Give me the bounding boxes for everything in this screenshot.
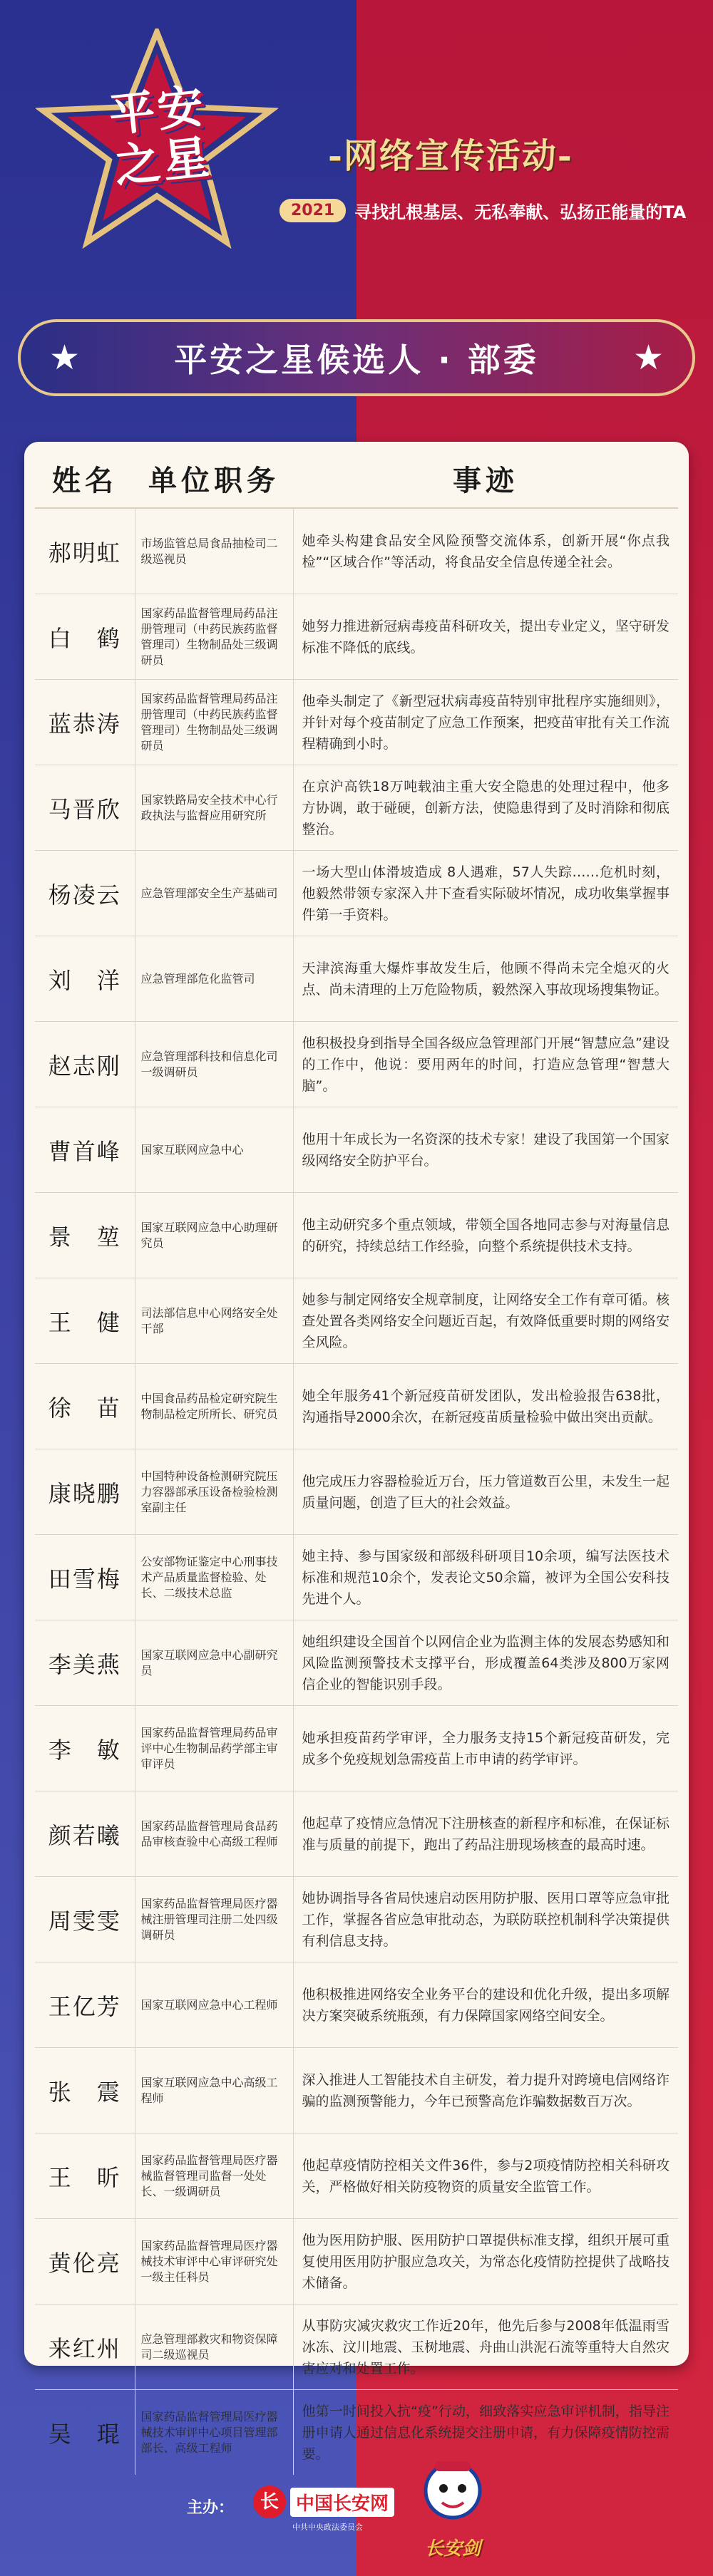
table-row xyxy=(35,2305,678,2390)
candidate-deed: 从事防灾减灾救灾工作近20年，他先后参与2008年低温雨雪冰冻、汶川地震、玉树地震、舟曲山洪泥石流等重特大自然灾害应对和处置工作。 xyxy=(293,2305,678,2390)
slogan: 寻找扎根基层、无私奉献、弘扬正能量的TA xyxy=(354,202,687,222)
table-row xyxy=(35,1022,678,1107)
table-row xyxy=(35,508,678,594)
changanjian-logo-name: 长安剑 xyxy=(424,2538,481,2560)
candidate-unit: 国家药品监督管理局食品药品审核查验中心高级工程师 xyxy=(135,1791,293,1877)
candidate-name: 王 昕 xyxy=(35,2133,135,2219)
candidate-deed: 她参与制定网络安全规章制度，让网络安全工作有章可循。核查处置各类网络安全问题近百起，有效降低重要时期的网络安全风险。 xyxy=(293,1278,678,1364)
table-row xyxy=(35,1791,678,1877)
candidate-deed: 天津滨海重大爆炸事故发生后，他顾不得尚未完全熄灭的火点、尚未清理的上万危险物质，毅然深入事故现场搜集物证。 xyxy=(293,936,678,1022)
candidate-deed: 在京沪高铁18万吨载油主重大安全隐患的处理过程中，他多方协调，敢于碰硬，创新方法，使隐患得到了及时消除和彻底整治。 xyxy=(293,765,678,851)
candidate-unit: 应急管理部科技和信息化司一级调研员 xyxy=(135,1022,293,1107)
candidate-table-card xyxy=(24,442,689,2462)
table-row xyxy=(35,851,678,936)
candidate-deed: 他主动研究多个重点领域，带领全国各地同志参与对海量信息的研究，持续总结工作经验，向整个系统提供技术支持。 xyxy=(293,1193,678,1278)
candidate-unit: 中国食品药品检定研究院生物制品检定所所长、研究员 xyxy=(135,1364,293,1449)
table-row xyxy=(35,1193,678,1278)
candidate-deed: 她协调指导各省局快速启动医用防护服、医用口罩等应急审批工作，掌握各省应急审批动态，为联防联控机制科学决策提供有利信息支持。 xyxy=(293,1877,678,1962)
table-row xyxy=(35,594,678,680)
table-row xyxy=(35,2219,678,2305)
sponsor-label: 主办： xyxy=(187,2499,235,2517)
chinapeace-logo-name: 中国长安网 xyxy=(290,2488,394,2517)
candidate-unit: 国家铁路局安全技术中心行政执法与监督应用研究所 xyxy=(135,765,293,851)
table-row xyxy=(35,1706,678,1791)
candidate-name: 黄伦亮 xyxy=(35,2219,135,2305)
candidate-name: 白 鹤 xyxy=(35,594,135,680)
candidate-deed: 他积极推进网络安全业务平台的建设和优化升级，提出多项解决方案突破系统瓶颈，有力保障国家网络空间安全。 xyxy=(293,1962,678,2048)
campaign-subtitle: -网络宣传活动- xyxy=(328,136,573,176)
candidate-name: 杨凌云 xyxy=(35,851,135,936)
candidate-deed: 他为医用防护服、医用防护口罩提供标准支撑，组织开展可重复使用医用防护服应急攻关，为常态化疫情防控提供了战略技术储备。 xyxy=(293,2219,678,2305)
table-row xyxy=(35,1620,678,1706)
chinapeace-logo xyxy=(253,2486,394,2518)
candidate-deed: 一场大型山体滑坡造成 8人遇难，57人失踪……危机时刻，他毅然带领专家深入井下查看实际破坏情况，成功收集掌握事件第一手资料。 xyxy=(293,851,678,936)
candidate-deed: 深入推进人工智能技术自主研发，着力提升对跨境电信网络诈骗的监测预警能力，今年已预警高危诈骗数据数百万次。 xyxy=(293,2048,678,2133)
banner-title: 平安之星候选人 · 部委 xyxy=(174,341,539,379)
candidate-name: 来红州 xyxy=(35,2305,135,2390)
table-row xyxy=(35,2133,678,2219)
candidate-deed: 她努力推进新冠病毒疫苗科研攻关，提出专业定义，坚守研发标准不降低的底线。 xyxy=(293,594,678,680)
candidate-name: 颜若曦 xyxy=(35,1791,135,1877)
candidate-name: 蓝恭涛 xyxy=(35,680,135,765)
candidate-name: 曹首峰 xyxy=(35,1107,135,1193)
candidate-name: 田雪梅 xyxy=(35,1535,135,1620)
candidate-unit: 国家互联网应急中心 xyxy=(135,1107,293,1193)
logo-text xyxy=(63,76,258,197)
candidate-unit: 应急管理部安全生产基础司 xyxy=(135,851,293,936)
candidate-name: 王亿芳 xyxy=(35,1962,135,2048)
candidate-deed: 他用十年成长为一名资深的技术专家！建设了我国第一个国家级网络安全防护平台。 xyxy=(293,1107,678,1193)
candidate-deed: 他第一时间投入抗“疫”行动，细致落实应急审评机制，指导注册申请人通过信息化系统提交注册申请，有力保障疫情防控需要。 xyxy=(293,2390,678,2476)
table-row xyxy=(35,1364,678,1449)
chinapeace-logo-subtitle: 中共中央政法委员会 xyxy=(292,2523,363,2532)
year-slogan-line xyxy=(279,198,686,223)
candidate-unit: 国家药品监督管理局医疗器械技术审评中心审评研究处一级主任科员 xyxy=(135,2219,293,2305)
table-row xyxy=(35,1962,678,2048)
section-banner xyxy=(18,319,695,396)
column-header-name: 姓名 xyxy=(35,449,135,508)
candidate-name: 周雯雯 xyxy=(35,1877,135,1962)
logo-line-2: 之星 xyxy=(112,130,215,194)
candidate-deed: 他起草了疫情应急情况下注册核查的新程序和标准，在保证标准与质量的前提下，跑出了药品注册现场核查的最高时速。 xyxy=(293,1791,678,1877)
table-row xyxy=(35,765,678,851)
candidate-unit: 应急管理部救灾和物资保障司二级巡视员 xyxy=(135,2305,293,2390)
candidate-unit: 国家药品监督管理局医疗器械监督管理司监督一处处长、一级调研员 xyxy=(135,2133,293,2219)
candidate-name: 赵志刚 xyxy=(35,1022,135,1107)
candidate-name: 李 敏 xyxy=(35,1706,135,1791)
candidate-unit: 国家药品监督管理局药品注册管理司（中药民族药监督管理司）生物制品处三级调研员 xyxy=(135,594,293,680)
star-icon: ★ xyxy=(49,338,81,378)
candidate-name: 李美燕 xyxy=(35,1620,135,1706)
chinapeace-logo-icon: 长 xyxy=(253,2486,286,2518)
candidate-unit: 市场监管总局食品抽检司二级巡视员 xyxy=(135,508,293,594)
year-badge: 2021 xyxy=(279,199,346,222)
candidate-unit: 公安部物证鉴定中心刑事技术产品质量监督检验、处长、二级技术总监 xyxy=(135,1535,293,1620)
footer xyxy=(0,2451,713,2572)
table-row xyxy=(35,2048,678,2133)
table-row xyxy=(35,1877,678,1962)
candidate-name: 郝明虹 xyxy=(35,508,135,594)
column-header-unit: 单位职务 xyxy=(135,449,293,508)
candidate-unit: 国家药品监督管理局药品注册管理司（中药民族药监督管理司）生物制品处三级调研员 xyxy=(135,680,293,765)
header xyxy=(0,0,713,379)
candidate-unit: 国家互联网应急中心助理研究员 xyxy=(135,1193,293,1278)
table-row xyxy=(35,936,678,1022)
table-row xyxy=(35,1535,678,1620)
candidate-deed: 他积极投身到指导全国各级应急管理部门开展“智慧应急”建设的工作中，他说：要用两年的时间，打造应急管理“智慧大脑”。 xyxy=(293,1022,678,1107)
candidate-name: 康晓鹏 xyxy=(35,1449,135,1535)
table-row xyxy=(35,1449,678,1535)
candidate-deed: 她主持、参与国家级和部级科研项目10余项，编写法医技术标准和规范10余个，发表论文50余篇，被评为全国公安科技先进个人。 xyxy=(293,1535,678,1620)
candidate-unit: 中国特种设备检测研究院压力容器部承压设备检验检测室副主任 xyxy=(135,1449,293,1535)
candidate-deed: 她全年服务41个新冠疫苗研发团队，发出检验报告638批，沟通指导2000余次，在新冠疫苗质量检验中做出突出贡献。 xyxy=(293,1364,678,1449)
candidate-deed: 她承担疫苗药学审评，全力服务支持15个新冠疫苗研发，完成多个免疫规划急需疫苗上市申请的药学审评。 xyxy=(293,1706,678,1791)
candidate-deed: 他牵头制定了《新型冠状病毒疫苗特别审批程序实施细则》，并针对每个疫苗制定了应急工作预案，把疫苗审批有关工作流程精确到小时。 xyxy=(293,680,678,765)
candidate-unit: 国家互联网应急中心工程师 xyxy=(135,1962,293,2048)
candidate-deed: 她组织建设全国首个以网信企业为监测主体的发展态势感知和风险监测预警技术支撑平台，形成覆盖64类涉及800万家网信企业的智能识别手段。 xyxy=(293,1620,678,1706)
table-row xyxy=(35,1107,678,1193)
column-header-deed: 事迹 xyxy=(293,449,678,508)
candidate-unit: 应急管理部危化监管司 xyxy=(135,936,293,1022)
candidate-unit: 国家药品监督管理局药品审评中心生物制品药学部主审审评员 xyxy=(135,1706,293,1791)
candidate-name: 吴 琨 xyxy=(35,2390,135,2476)
candidate-unit: 司法部信息中心网络安全处干部 xyxy=(135,1278,293,1364)
candidate-deed: 他起草疫情防控相关文件36件，参与2项疫情防控相关科研攻关，严格做好相关防疫物资的质量安全监管工作。 xyxy=(293,2133,678,2219)
table-row xyxy=(35,680,678,765)
candidate-name: 马晋欣 xyxy=(35,765,135,851)
candidate-unit: 国家互联网应急中心高级工程师 xyxy=(135,2048,293,2133)
candidate-name: 景 堃 xyxy=(35,1193,135,1278)
candidate-name: 徐 苗 xyxy=(35,1364,135,1449)
logo-line-1: 平安 xyxy=(106,79,209,143)
candidate-deed: 他完成压力容器检验近万台，压力管道数百公里，未发生一起质量问题，创造了巨大的社会效益。 xyxy=(293,1449,678,1535)
candidate-name: 刘 洋 xyxy=(35,936,135,1022)
changanjian-mascot-icon xyxy=(421,2458,485,2537)
candidate-unit: 国家药品监督管理局医疗器械注册管理司注册二处四级调研员 xyxy=(135,1877,293,1962)
candidate-name: 王 健 xyxy=(35,1278,135,1364)
candidate-unit: 国家药品监督管理局医疗器械技术审评中心项目管理部部长、高级工程师 xyxy=(135,2390,293,2476)
candidate-table xyxy=(35,449,678,2475)
table-row xyxy=(35,1278,678,1364)
candidate-name: 张 震 xyxy=(35,2048,135,2133)
star-icon: ★ xyxy=(632,338,664,378)
table-header-row xyxy=(35,449,678,508)
candidate-unit: 国家互联网应急中心副研究员 xyxy=(135,1620,293,1706)
candidate-deed: 她牵头构建食品安全风险预警交流体系，创新开展“你点我检”“区域合作”等活动，将食品安全信息传递全社会。 xyxy=(293,508,678,594)
